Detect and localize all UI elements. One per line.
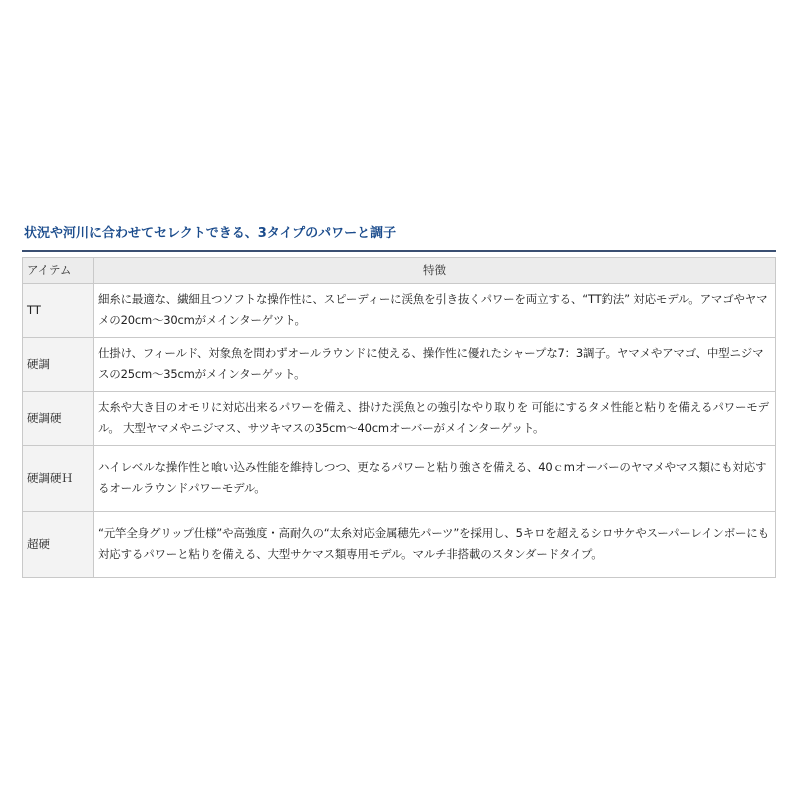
table-row [23,392,776,446]
header-item: アイテム [23,258,94,284]
table-row [23,512,776,578]
item-name: 硬調 [23,338,94,392]
item-name: 硬調硬Ｈ [23,446,94,512]
item-feature: “元竿全身グリップ仕様”や高強度・高耐久の“太糸対応金属穂先パーツ”を採用し、5キロを超えるシロサケやスーパーレインボーにも対応するパワーと粘りを備える、大型サケマス類専用モデル。マルチ非搭載のスタンダードタイプ。 [94,512,776,578]
table-row [23,338,776,392]
table-row [23,446,776,512]
item-name: TT [23,284,94,338]
section-heading: 状況や河川に合わせてセレクトできる、3タイプのパワーと調子 [22,222,776,252]
item-feature: 仕掛け、フィールド、対象魚を問わずオールラウンドに使える、操作性に優れたシャープな7：3調子。ヤマメやアマゴ、中型ニジマスの25cm〜35cmがメインターゲット。 [94,338,776,392]
item-feature: 細糸に最適な、繊細且つソフトな操作性に、スピーディーに渓魚を引き抜くパワーを両立する、“TT釣法” 対応モデル。アマゴやヤマメの20cm〜30cmがメインターゲツト。 [94,284,776,338]
spec-table [22,257,776,578]
item-feature: 太糸や大き目のオモリに対応出来るパワーを備え、掛けた渓魚との強引なやり取りを 可能にするタメ性能と粘りを備えるパワーモデル。 大型ヤマメやニジマス、サツキマスの35cm〜40cmオーバーがメインターゲット。 [94,392,776,446]
item-name: 硬調硬 [23,392,94,446]
table-header-row [23,258,776,284]
item-name: 超硬 [23,512,94,578]
header-feature: 特徴 [94,258,776,284]
table-row [23,284,776,338]
item-feature: ハイレベルな操作性と喰い込み性能を維持しつつ、更なるパワーと粘り強さを備える、40ｃmオーバーのヤマメやマス類にも対応するオールラウンドパワーモデル。 [94,446,776,512]
spec-section [22,222,776,578]
